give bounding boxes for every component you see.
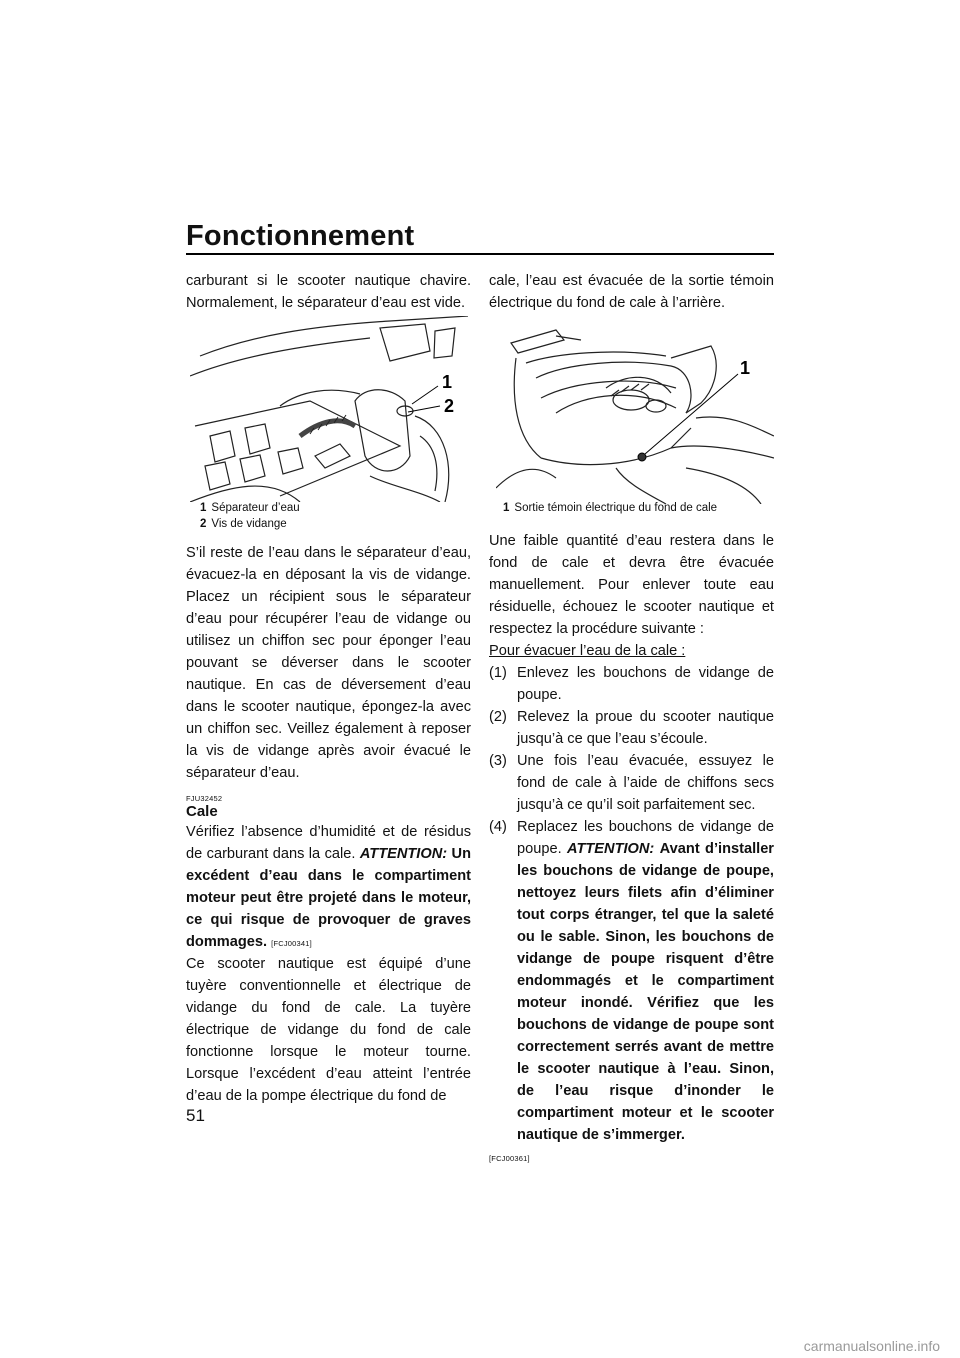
attention-label: ATTENTION:	[359, 846, 448, 862]
left-para-attention: Vérifiez l’absence d’humidité et de résidus de carburant dans la cale. ATTENTION: Un excédent d’eau dans le compartiment moteur peut être projeté dans le moteur, ce qui risque de provoquer de graves dommages. [FCJ00341]	[186, 824, 471, 950]
figure2-caption-1: 1 Sortie témoin électrique du fond de cale	[503, 502, 718, 514]
figure-water-separator	[190, 316, 468, 502]
left-body	[186, 542, 471, 1107]
figure2-callout-1: 1	[740, 358, 751, 378]
left-intro	[186, 270, 471, 314]
figure1-caption-1: 1 Séparateur d’eau	[200, 502, 300, 514]
section-heading-cale: Cale	[186, 803, 218, 820]
right-para-residual: Une faible quantité d’eau restera dans le fond de cale et devra être évacuée manuellement. Pour enlever toute eau résiduelle, échouez le scooter nautique et respectez la procédure suivante :	[489, 533, 774, 637]
figure2-captions	[503, 500, 773, 516]
attention-code: [FCJ00341]	[271, 939, 312, 948]
figure-bilge-outlet	[496, 318, 774, 504]
section-code: FJU32452	[186, 794, 223, 803]
title-rule	[186, 253, 774, 255]
page-title: Fonctionnement	[186, 220, 415, 252]
right-body	[489, 530, 774, 1163]
figure1-callout-1: 1	[442, 372, 453, 392]
left-para-drain: S’il reste de l’eau dans le séparateur d’eau, évacuez-la en déposant la vis de vidange. Placez un récipient sous le séparateur d’eau pour récupérer l’eau de vidange ou utilisez un chiffon sec pour éponger l’eau pouvant se déverser dans le scooter nautique. En cas de déversement d’eau dans le scooter nautique, épongez-la avec un chiffon sec. Veillez également à reposer la vis de vidange après avoir évacué le séparateur d’eau.	[186, 545, 471, 781]
procedure-step: (1) Enlevez les bouchons de vidange de poupe.	[489, 665, 774, 703]
left-intro-text: carburant si le scooter nautique chavire. Normalement, le séparateur d’eau est vide.	[186, 273, 471, 311]
watermark: carmanualsonline.info	[803, 1338, 940, 1354]
figure1-caption-2: 2 Vis de vidange	[200, 518, 287, 530]
step4-attention-label: ATTENTION:	[567, 841, 655, 857]
procedure-steps	[489, 662, 774, 1146]
page-number: 51	[186, 1106, 205, 1125]
left-para-nozzle: Ce scooter nautique est équipé d’une tuyère conventionnelle et électrique de vidange du fond de cale. La tuyère électrique de vidange du fond de cale fonctionne lorsque le moteur tourne. Lorsque l’excédent d’eau atteint l’entrée d’eau de la pompe électrique du fond de	[186, 956, 471, 1104]
water-separator-illustration	[190, 316, 468, 502]
step4-attention-text: Avant d’installer les bouchons de vidange de poupe, nettoyez leurs filets afin d’éliminer tout corps étranger, tel que la saleté ou le sable. Sinon, les bouchons de vidange de poupe risquent d’être endommagés et le compartiment moteur inondé. Vérifiez que les bouchons de vidange de poupe sont correctement serrés avant de mettre le scooter nautique à l’eau. Sinon, de l’eau risque d’inonder le compartiment moteur et le scooter nautique de s’immerger.	[517, 841, 774, 1143]
attention-text: Un excédent d’eau dans le compartiment moteur peut être projeté dans le moteur, ce qui risque de provoquer de graves dommages.	[186, 846, 471, 950]
figure1-captions	[200, 500, 470, 532]
right-intro	[489, 270, 774, 314]
right-intro-text: cale, l’eau est évacuée de la sortie témoin électrique du fond de cale à l’arrière.	[489, 273, 774, 311]
step4-code: [FCJ00361]	[489, 1154, 530, 1163]
procedure-step: (2) Relevez la proue du scooter nautique jusqu’à ce que l’eau s’écoule.	[489, 709, 774, 747]
figure1-callout-2: 2	[444, 396, 455, 416]
procedure-step: (3) Une fois l’eau évacuée, essuyez le fond de cale à l’aide de chiffons secs jusqu’à ce qu’il soit parfaitement sec.	[489, 753, 774, 813]
procedure-step: (4) Replacez les bouchons de vidange de poupe. ATTENTION: Avant d’installer les bouchons de vidange de poupe, nettoyez leurs filets afin d’éliminer tout corps étranger, tel que la saleté ou le sable. Sinon, les bouchons de vidange de poupe risquent d’être endommagés et le compartiment moteur inondé. Vérifiez que les bouchons de vidange de poupe sont correctement serrés avant de mettre le scooter nautique à l’eau. Sinon, de l’eau risque d’inonder le compartiment moteur et le scooter nautique de s’immerger.	[489, 819, 774, 1143]
procedure-title: Pour évacuer l’eau de la cale :	[489, 643, 686, 659]
bilge-outlet-illustration	[496, 318, 774, 504]
